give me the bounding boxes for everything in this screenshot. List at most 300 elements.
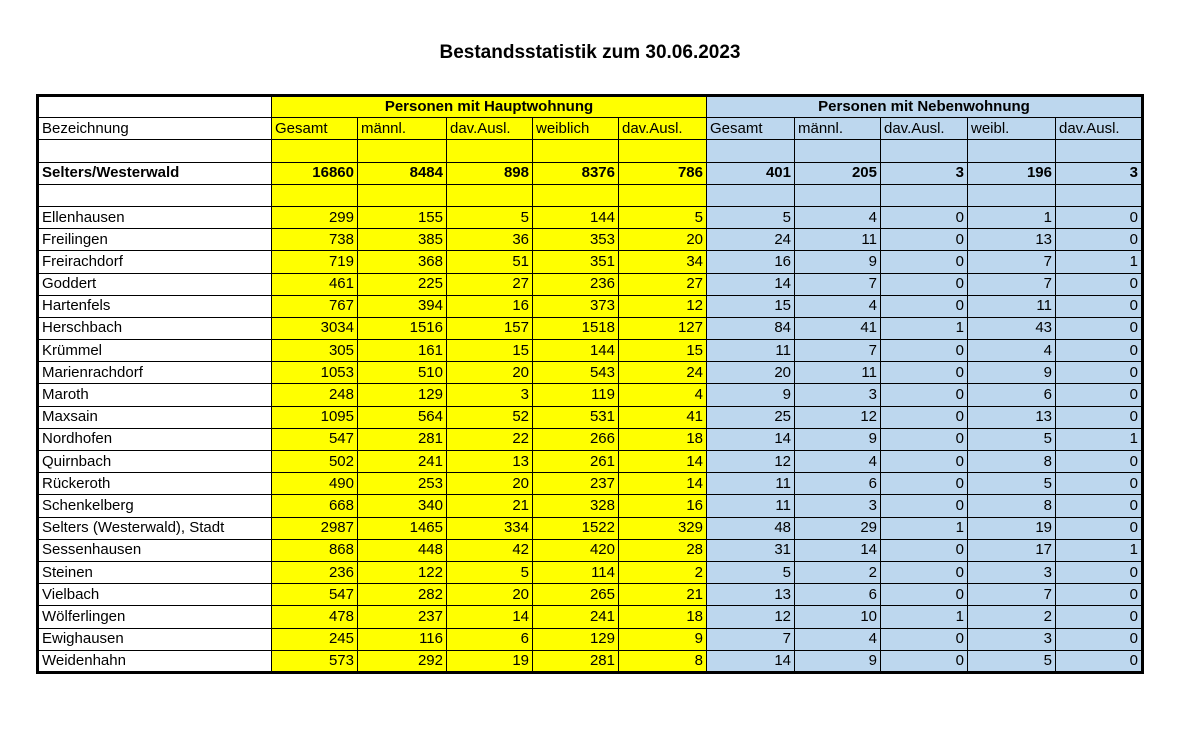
blank-cell xyxy=(358,140,447,162)
value-cell: 15 xyxy=(707,295,795,317)
value-cell: 14 xyxy=(619,473,707,495)
value-cell: 0 xyxy=(881,495,968,517)
value-cell: 5 xyxy=(968,650,1056,672)
table-row xyxy=(38,428,1143,450)
value-cell: 0 xyxy=(881,473,968,495)
value-cell: 43 xyxy=(968,317,1056,339)
blank-cell xyxy=(619,140,707,162)
value-cell: 1 xyxy=(1056,251,1143,273)
value-cell: 5 xyxy=(619,206,707,228)
value-cell: 8 xyxy=(619,650,707,672)
value-cell: 36 xyxy=(447,229,533,251)
group-header-hauptwohnung: Personen mit Hauptwohnung xyxy=(272,96,707,118)
value-cell: 248 xyxy=(272,384,358,406)
table-row xyxy=(38,517,1143,539)
value-cell: 21 xyxy=(619,584,707,606)
value-cell: 21 xyxy=(447,495,533,517)
value-cell: 305 xyxy=(272,340,358,362)
municipality-name: Nordhofen xyxy=(38,428,272,450)
value-cell: 13 xyxy=(447,451,533,473)
value-cell: 461 xyxy=(272,273,358,295)
value-cell: 129 xyxy=(533,628,619,650)
value-cell: 25 xyxy=(707,406,795,428)
value-cell: 11 xyxy=(707,473,795,495)
value-cell: 27 xyxy=(447,273,533,295)
value-cell: 0 xyxy=(881,628,968,650)
total-value: 3 xyxy=(1056,162,1143,184)
value-cell: 13 xyxy=(968,229,1056,251)
value-cell: 6 xyxy=(968,384,1056,406)
table-row xyxy=(38,628,1143,650)
value-cell: 9 xyxy=(795,251,881,273)
value-cell: 340 xyxy=(358,495,447,517)
value-cell: 9 xyxy=(795,650,881,672)
value-cell: 502 xyxy=(272,451,358,473)
value-cell: 127 xyxy=(619,317,707,339)
value-cell: 420 xyxy=(533,539,619,561)
municipality-name: Ellenhausen xyxy=(38,206,272,228)
value-cell: 351 xyxy=(533,251,619,273)
value-cell: 5 xyxy=(447,206,533,228)
municipality-name: Vielbach xyxy=(38,584,272,606)
blank-cell xyxy=(707,140,795,162)
blank-cell xyxy=(358,184,447,206)
value-cell: 3 xyxy=(968,561,1056,583)
value-cell: 19 xyxy=(968,517,1056,539)
value-cell: 236 xyxy=(533,273,619,295)
value-cell: 0 xyxy=(1056,628,1143,650)
value-cell: 7 xyxy=(968,584,1056,606)
value-cell: 122 xyxy=(358,561,447,583)
table-row xyxy=(38,340,1143,362)
value-cell: 144 xyxy=(533,206,619,228)
value-cell: 157 xyxy=(447,317,533,339)
value-cell: 0 xyxy=(1056,206,1143,228)
value-cell: 10 xyxy=(795,606,881,628)
municipality-name: Maxsain xyxy=(38,406,272,428)
column-header: dav.Ausl. xyxy=(881,118,968,140)
value-cell: 5 xyxy=(968,473,1056,495)
value-cell: 22 xyxy=(447,428,533,450)
value-cell: 236 xyxy=(272,561,358,583)
value-cell: 3 xyxy=(968,628,1056,650)
value-cell: 0 xyxy=(881,362,968,384)
value-cell: 385 xyxy=(358,229,447,251)
value-cell: 0 xyxy=(1056,362,1143,384)
blank-cell xyxy=(533,184,619,206)
value-cell: 116 xyxy=(358,628,447,650)
blank-cell xyxy=(38,140,272,162)
blank-cell xyxy=(447,140,533,162)
value-cell: 52 xyxy=(447,406,533,428)
value-cell: 4 xyxy=(619,384,707,406)
value-cell: 265 xyxy=(533,584,619,606)
value-cell: 12 xyxy=(707,606,795,628)
value-cell: 0 xyxy=(881,428,968,450)
value-cell: 0 xyxy=(881,273,968,295)
value-cell: 42 xyxy=(447,539,533,561)
value-cell: 12 xyxy=(707,451,795,473)
value-cell: 0 xyxy=(881,229,968,251)
table-row xyxy=(38,317,1143,339)
blank-cell xyxy=(707,184,795,206)
blank-cell xyxy=(795,140,881,162)
municipality-name: Krümmel xyxy=(38,340,272,362)
value-cell: 237 xyxy=(533,473,619,495)
municipality-name: Steinen xyxy=(38,561,272,583)
value-cell: 2 xyxy=(619,561,707,583)
value-cell: 0 xyxy=(1056,650,1143,672)
value-cell: 5 xyxy=(968,428,1056,450)
value-cell: 18 xyxy=(619,428,707,450)
value-cell: 334 xyxy=(447,517,533,539)
value-cell: 266 xyxy=(533,428,619,450)
value-cell: 11 xyxy=(707,340,795,362)
value-cell: 119 xyxy=(533,384,619,406)
blank-cell xyxy=(968,184,1056,206)
blank-cell xyxy=(1056,184,1143,206)
value-cell: 1516 xyxy=(358,317,447,339)
value-cell: 144 xyxy=(533,340,619,362)
value-cell: 3 xyxy=(795,384,881,406)
municipality-name: Wölferlingen xyxy=(38,606,272,628)
column-header: weibl. xyxy=(968,118,1056,140)
value-cell: 7 xyxy=(968,273,1056,295)
total-value: 898 xyxy=(447,162,533,184)
total-value: 3 xyxy=(881,162,968,184)
municipality-name: Quirnbach xyxy=(38,451,272,473)
table-row xyxy=(38,495,1143,517)
value-cell: 6 xyxy=(795,473,881,495)
statistics-table xyxy=(36,94,1144,674)
value-cell: 9 xyxy=(968,362,1056,384)
value-cell: 868 xyxy=(272,539,358,561)
table-row xyxy=(38,295,1143,317)
value-cell: 2 xyxy=(795,561,881,583)
value-cell: 7 xyxy=(707,628,795,650)
value-cell: 11 xyxy=(968,295,1056,317)
blank-cell xyxy=(619,184,707,206)
blank-cell xyxy=(968,140,1056,162)
table-row xyxy=(38,561,1143,583)
municipality-name: Marienrachdorf xyxy=(38,362,272,384)
column-header: dav.Ausl. xyxy=(619,118,707,140)
value-cell: 329 xyxy=(619,517,707,539)
value-cell: 28 xyxy=(619,539,707,561)
value-cell: 16 xyxy=(619,495,707,517)
municipality-name: Goddert xyxy=(38,273,272,295)
value-cell: 129 xyxy=(358,384,447,406)
value-cell: 0 xyxy=(881,295,968,317)
value-cell: 0 xyxy=(1056,584,1143,606)
value-cell: 478 xyxy=(272,606,358,628)
value-cell: 41 xyxy=(795,317,881,339)
value-cell: 20 xyxy=(447,362,533,384)
blank-row xyxy=(38,140,1143,162)
value-cell: 14 xyxy=(707,273,795,295)
value-cell: 4 xyxy=(795,295,881,317)
value-cell: 4 xyxy=(795,451,881,473)
value-cell: 48 xyxy=(707,517,795,539)
blank-cell xyxy=(272,184,358,206)
value-cell: 0 xyxy=(881,561,968,583)
column-header: dav.Ausl. xyxy=(1056,118,1143,140)
table-row xyxy=(38,384,1143,406)
value-cell: 7 xyxy=(795,273,881,295)
value-cell: 292 xyxy=(358,650,447,672)
value-cell: 282 xyxy=(358,584,447,606)
value-cell: 0 xyxy=(1056,473,1143,495)
value-cell: 11 xyxy=(707,495,795,517)
value-cell: 12 xyxy=(795,406,881,428)
value-cell: 719 xyxy=(272,251,358,273)
value-cell: 1518 xyxy=(533,317,619,339)
table-row xyxy=(38,406,1143,428)
value-cell: 3 xyxy=(795,495,881,517)
value-cell: 1095 xyxy=(272,406,358,428)
column-header: Bezeichnung xyxy=(38,118,272,140)
total-row xyxy=(38,162,1143,184)
table-row xyxy=(38,362,1143,384)
value-cell: 245 xyxy=(272,628,358,650)
page-title: Bestandsstatistik zum 30.06.2023 xyxy=(439,42,741,63)
value-cell: 9 xyxy=(795,428,881,450)
value-cell: 14 xyxy=(619,451,707,473)
value-cell: 8 xyxy=(968,495,1056,517)
value-cell: 24 xyxy=(707,229,795,251)
blank-cell xyxy=(795,184,881,206)
value-cell: 16 xyxy=(447,295,533,317)
value-cell: 11 xyxy=(795,229,881,251)
value-cell: 0 xyxy=(881,451,968,473)
value-cell: 20 xyxy=(619,229,707,251)
value-cell: 0 xyxy=(1056,561,1143,583)
value-cell: 114 xyxy=(533,561,619,583)
municipality-name: Freirachdorf xyxy=(38,251,272,273)
total-value: 205 xyxy=(795,162,881,184)
value-cell: 3034 xyxy=(272,317,358,339)
table-row xyxy=(38,606,1143,628)
value-cell: 15 xyxy=(619,340,707,362)
value-cell: 9 xyxy=(619,628,707,650)
value-cell: 155 xyxy=(358,206,447,228)
value-cell: 11 xyxy=(795,362,881,384)
value-cell: 547 xyxy=(272,584,358,606)
value-cell: 353 xyxy=(533,229,619,251)
value-cell: 2 xyxy=(968,606,1056,628)
value-cell: 34 xyxy=(619,251,707,273)
table-row xyxy=(38,451,1143,473)
total-value: 786 xyxy=(619,162,707,184)
table-row xyxy=(38,273,1143,295)
value-cell: 241 xyxy=(358,451,447,473)
blank-cell xyxy=(881,184,968,206)
value-cell: 1 xyxy=(881,517,968,539)
column-header: Gesamt xyxy=(707,118,795,140)
value-cell: 767 xyxy=(272,295,358,317)
value-cell: 27 xyxy=(619,273,707,295)
value-cell: 0 xyxy=(1056,295,1143,317)
value-cell: 20 xyxy=(707,362,795,384)
value-cell: 547 xyxy=(272,428,358,450)
blank-row xyxy=(38,184,1143,206)
table-body xyxy=(38,96,1143,673)
group-header-row xyxy=(38,96,1143,118)
value-cell: 328 xyxy=(533,495,619,517)
table-row xyxy=(38,650,1143,672)
value-cell: 15 xyxy=(447,340,533,362)
value-cell: 261 xyxy=(533,451,619,473)
value-cell: 0 xyxy=(1056,317,1143,339)
value-cell: 17 xyxy=(968,539,1056,561)
table-row xyxy=(38,229,1143,251)
municipality-name: Ewighausen xyxy=(38,628,272,650)
value-cell: 225 xyxy=(358,273,447,295)
value-cell: 1 xyxy=(881,606,968,628)
value-cell: 543 xyxy=(533,362,619,384)
total-value: 16860 xyxy=(272,162,358,184)
value-cell: 281 xyxy=(358,428,447,450)
value-cell: 0 xyxy=(1056,384,1143,406)
value-cell: 2987 xyxy=(272,517,358,539)
value-cell: 5 xyxy=(707,561,795,583)
value-cell: 299 xyxy=(272,206,358,228)
value-cell: 20 xyxy=(447,584,533,606)
value-cell: 373 xyxy=(533,295,619,317)
value-cell: 394 xyxy=(358,295,447,317)
value-cell: 281 xyxy=(533,650,619,672)
value-cell: 41 xyxy=(619,406,707,428)
value-cell: 4 xyxy=(795,206,881,228)
value-cell: 4 xyxy=(795,628,881,650)
value-cell: 0 xyxy=(1056,451,1143,473)
column-header-row xyxy=(38,118,1143,140)
value-cell: 573 xyxy=(272,650,358,672)
municipality-name: Hartenfels xyxy=(38,295,272,317)
value-cell: 0 xyxy=(881,539,968,561)
municipality-name: Freilingen xyxy=(38,229,272,251)
value-cell: 13 xyxy=(968,406,1056,428)
value-cell: 16 xyxy=(707,251,795,273)
blank-cell xyxy=(881,140,968,162)
value-cell: 0 xyxy=(881,251,968,273)
value-cell: 1 xyxy=(881,317,968,339)
value-cell: 0 xyxy=(881,384,968,406)
total-value: 401 xyxy=(707,162,795,184)
table-row xyxy=(38,539,1143,561)
total-value: 8484 xyxy=(358,162,447,184)
municipality-name: Weidenhahn xyxy=(38,650,272,672)
value-cell: 24 xyxy=(619,362,707,384)
value-cell: 0 xyxy=(1056,606,1143,628)
value-cell: 0 xyxy=(881,206,968,228)
value-cell: 7 xyxy=(968,251,1056,273)
value-cell: 1 xyxy=(1056,428,1143,450)
value-cell: 241 xyxy=(533,606,619,628)
value-cell: 12 xyxy=(619,295,707,317)
value-cell: 1522 xyxy=(533,517,619,539)
value-cell: 0 xyxy=(1056,273,1143,295)
municipality-name: Schenkelberg xyxy=(38,495,272,517)
value-cell: 564 xyxy=(358,406,447,428)
value-cell: 7 xyxy=(795,340,881,362)
blank-cell xyxy=(272,140,358,162)
value-cell: 29 xyxy=(795,517,881,539)
column-header: weiblich xyxy=(533,118,619,140)
value-cell: 6 xyxy=(447,628,533,650)
value-cell: 14 xyxy=(707,428,795,450)
value-cell: 253 xyxy=(358,473,447,495)
value-cell: 0 xyxy=(1056,495,1143,517)
value-cell: 5 xyxy=(707,206,795,228)
value-cell: 84 xyxy=(707,317,795,339)
table-row xyxy=(38,584,1143,606)
value-cell: 0 xyxy=(1056,406,1143,428)
value-cell: 0 xyxy=(881,650,968,672)
value-cell: 161 xyxy=(358,340,447,362)
value-cell: 6 xyxy=(795,584,881,606)
value-cell: 0 xyxy=(1056,517,1143,539)
municipality-name: Herschbach xyxy=(38,317,272,339)
group-header-blank xyxy=(38,96,272,118)
column-header: dav.Ausl. xyxy=(447,118,533,140)
municipality-name: Maroth xyxy=(38,384,272,406)
value-cell: 0 xyxy=(1056,340,1143,362)
column-header: männl. xyxy=(358,118,447,140)
blank-cell xyxy=(1056,140,1143,162)
value-cell: 4 xyxy=(968,340,1056,362)
value-cell: 5 xyxy=(447,561,533,583)
value-cell: 31 xyxy=(707,539,795,561)
total-name: Selters/Westerwald xyxy=(38,162,272,184)
municipality-name: Sessenhausen xyxy=(38,539,272,561)
value-cell: 1053 xyxy=(272,362,358,384)
value-cell: 14 xyxy=(447,606,533,628)
value-cell: 510 xyxy=(358,362,447,384)
table-row xyxy=(38,473,1143,495)
value-cell: 668 xyxy=(272,495,358,517)
value-cell: 368 xyxy=(358,251,447,273)
total-value: 8376 xyxy=(533,162,619,184)
value-cell: 14 xyxy=(707,650,795,672)
value-cell: 237 xyxy=(358,606,447,628)
table-row xyxy=(38,206,1143,228)
value-cell: 20 xyxy=(447,473,533,495)
value-cell: 19 xyxy=(447,650,533,672)
value-cell: 738 xyxy=(272,229,358,251)
blank-cell xyxy=(38,184,272,206)
value-cell: 51 xyxy=(447,251,533,273)
group-header-nebenwohnung: Personen mit Nebenwohnung xyxy=(707,96,1143,118)
blank-cell xyxy=(447,184,533,206)
value-cell: 0 xyxy=(881,340,968,362)
column-header: männl. xyxy=(795,118,881,140)
value-cell: 9 xyxy=(707,384,795,406)
value-cell: 448 xyxy=(358,539,447,561)
value-cell: 0 xyxy=(1056,229,1143,251)
value-cell: 14 xyxy=(795,539,881,561)
value-cell: 18 xyxy=(619,606,707,628)
municipality-name: Selters (Westerwald), Stadt xyxy=(38,517,272,539)
value-cell: 1 xyxy=(1056,539,1143,561)
value-cell: 8 xyxy=(968,451,1056,473)
value-cell: 1 xyxy=(968,206,1056,228)
blank-cell xyxy=(533,140,619,162)
column-header: Gesamt xyxy=(272,118,358,140)
value-cell: 3 xyxy=(447,384,533,406)
table-row xyxy=(38,251,1143,273)
value-cell: 0 xyxy=(881,584,968,606)
